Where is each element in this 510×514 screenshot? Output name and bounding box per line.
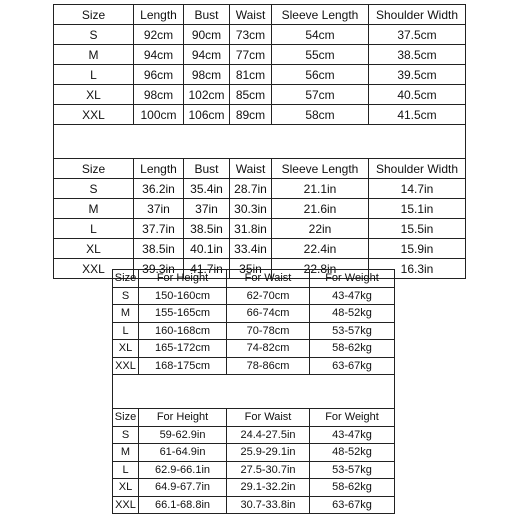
body-measurements-table (53, 4, 466, 279)
table-cell: 160-168cm (139, 322, 227, 340)
table-cell: 43-47kg (310, 426, 395, 444)
table-cell: 48-52kg (310, 305, 395, 323)
table-row (113, 479, 395, 497)
table-cell: 37in (134, 199, 184, 219)
column-header: Waist (230, 159, 272, 179)
size-cell: S (113, 287, 139, 305)
table-cell: 37.7in (134, 219, 184, 239)
table-cell: 39.3in (134, 259, 184, 279)
size-cell: M (113, 305, 139, 323)
table-cell: 22.4in (272, 239, 369, 259)
table-cell: 25.9-29.1in (227, 444, 310, 462)
table-row (113, 444, 395, 462)
table-cell: 57cm (272, 85, 369, 105)
column-header: For Waist (227, 270, 310, 288)
column-header: Bust (184, 5, 230, 25)
table-cell: 40.5cm (369, 85, 466, 105)
table-cell: 24.4-27.5in (227, 426, 310, 444)
metric-header-row (113, 270, 395, 288)
size-cell: XXL (113, 496, 139, 514)
table-cell: 168-175cm (139, 357, 227, 375)
table-cell: 30.3in (230, 199, 272, 219)
size-cell: L (113, 461, 139, 479)
table-row (54, 105, 466, 125)
table-cell: 98cm (184, 65, 230, 85)
table-cell: 165-172cm (139, 340, 227, 358)
column-header: Sleeve Length (272, 5, 369, 25)
table-cell: 33.4in (230, 239, 272, 259)
size-cell: L (54, 65, 134, 85)
table-cell: 54cm (272, 25, 369, 45)
size-cell: S (54, 25, 134, 45)
size-cell: XL (113, 340, 139, 358)
table-cell: 62-70cm (227, 287, 310, 305)
column-header: For Weight (310, 409, 395, 427)
table-cell: 92cm (134, 25, 184, 45)
table-cell: 36.2in (134, 179, 184, 199)
column-header: For Waist (227, 409, 310, 427)
size-cell: M (54, 199, 134, 219)
table-cell: 37in (184, 199, 230, 219)
table-row (113, 340, 395, 358)
column-header: Length (134, 159, 184, 179)
size-cell: XXL (113, 357, 139, 375)
column-header: Shoulder Width (369, 5, 466, 25)
table-cell: 66-74cm (227, 305, 310, 323)
table-row (54, 85, 466, 105)
table-cell: 55cm (272, 45, 369, 65)
table-row (54, 25, 466, 45)
table-cell: 62.9-66.1in (139, 461, 227, 479)
table-cell: 15.5in (369, 219, 466, 239)
table-cell: 96cm (134, 65, 184, 85)
table-cell: 90cm (184, 25, 230, 45)
table-cell: 58cm (272, 105, 369, 125)
table-cell: 38.5in (134, 239, 184, 259)
table-cell: 102cm (184, 85, 230, 105)
table-cell: 37.5cm (369, 25, 466, 45)
fit-table-body (113, 270, 395, 514)
size-cell: M (54, 45, 134, 65)
table-cell: 64.9-67.7in (139, 479, 227, 497)
imperial-header-row (113, 409, 395, 427)
section-divider-row (54, 125, 466, 159)
table-cell: 22in (272, 219, 369, 239)
section-divider-row (113, 375, 395, 409)
table-cell: 38.5in (184, 219, 230, 239)
table-cell: 22.8in (272, 259, 369, 279)
table-row (54, 179, 466, 199)
size-cell: L (113, 322, 139, 340)
table-cell: 70-78cm (227, 322, 310, 340)
size-cell: XL (113, 479, 139, 497)
table-cell: 94cm (134, 45, 184, 65)
table-cell: 31.8in (230, 219, 272, 239)
table-cell: 21.6in (272, 199, 369, 219)
size-cell: XL (54, 85, 134, 105)
table-cell: 40.1in (184, 239, 230, 259)
table-cell: 100cm (134, 105, 184, 125)
table-row (113, 426, 395, 444)
table-cell: 63-67kg (310, 357, 395, 375)
table-cell: 63-67kg (310, 496, 395, 514)
measure-table-body (54, 5, 466, 279)
size-cell: M (113, 444, 139, 462)
column-header: Length (134, 5, 184, 25)
table-cell: 85cm (230, 85, 272, 105)
column-header: For Height (139, 270, 227, 288)
table-cell: 41.5cm (369, 105, 466, 125)
table-cell: 155-165cm (139, 305, 227, 323)
table-cell: 78-86cm (227, 357, 310, 375)
table-cell: 39.5cm (369, 65, 466, 85)
table-row (113, 287, 395, 305)
table-cell: 66.1-68.8in (139, 496, 227, 514)
table-row (54, 239, 466, 259)
section-divider-cell (54, 125, 466, 159)
table-row (113, 357, 395, 375)
table-row (113, 461, 395, 479)
table-cell: 74-82cm (227, 340, 310, 358)
table-cell: 61-64.9in (139, 444, 227, 462)
table-row (54, 219, 466, 239)
table-cell: 98cm (134, 85, 184, 105)
size-cell: XXL (54, 105, 134, 125)
table-cell: 14.7in (369, 179, 466, 199)
table-cell: 21.1in (272, 179, 369, 199)
table-cell: 35in (230, 259, 272, 279)
column-header: Shoulder Width (369, 159, 466, 179)
table-cell: 77cm (230, 45, 272, 65)
table-cell: 58-62kg (310, 479, 395, 497)
size-fit-table (112, 269, 395, 514)
table-cell: 106cm (184, 105, 230, 125)
table-cell: 30.7-33.8in (227, 496, 310, 514)
table-row (54, 45, 466, 65)
size-cell: L (54, 219, 134, 239)
column-header: Size (113, 409, 139, 427)
size-cell: XL (54, 239, 134, 259)
imperial-header-row (54, 159, 466, 179)
table-cell: 73cm (230, 25, 272, 45)
table-cell: 94cm (184, 45, 230, 65)
column-header: For Height (139, 409, 227, 427)
table-cell: 150-160cm (139, 287, 227, 305)
column-header: For Weight (310, 270, 395, 288)
size-cell: S (54, 179, 134, 199)
table-cell: 38.5cm (369, 45, 466, 65)
table-cell: 43-47kg (310, 287, 395, 305)
table-cell: 15.9in (369, 239, 466, 259)
section-divider-cell (113, 375, 395, 409)
table-cell: 28.7in (230, 179, 272, 199)
table-cell: 27.5-30.7in (227, 461, 310, 479)
column-header: Sleeve Length (272, 159, 369, 179)
table-cell: 16.3in (369, 259, 466, 279)
table-cell: 89cm (230, 105, 272, 125)
column-header: Size (54, 159, 134, 179)
table-cell: 53-57kg (310, 461, 395, 479)
table-cell: 58-62kg (310, 340, 395, 358)
table-row (113, 305, 395, 323)
column-header: Waist (230, 5, 272, 25)
table-row (54, 65, 466, 85)
table-cell: 56cm (272, 65, 369, 85)
size-cell: S (113, 426, 139, 444)
table-cell: 59-62.9in (139, 426, 227, 444)
size-cell: XXL (54, 259, 134, 279)
table-row (113, 496, 395, 514)
column-header: Bust (184, 159, 230, 179)
table-cell: 29.1-32.2in (227, 479, 310, 497)
column-header: Size (113, 270, 139, 288)
table-cell: 35.4in (184, 179, 230, 199)
metric-header-row (54, 5, 466, 25)
table-cell: 53-57kg (310, 322, 395, 340)
table-cell: 41.7in (184, 259, 230, 279)
table-row (54, 199, 466, 219)
table-row (113, 322, 395, 340)
column-header: Size (54, 5, 134, 25)
table-cell: 48-52kg (310, 444, 395, 462)
table-cell: 15.1in (369, 199, 466, 219)
table-cell: 81cm (230, 65, 272, 85)
